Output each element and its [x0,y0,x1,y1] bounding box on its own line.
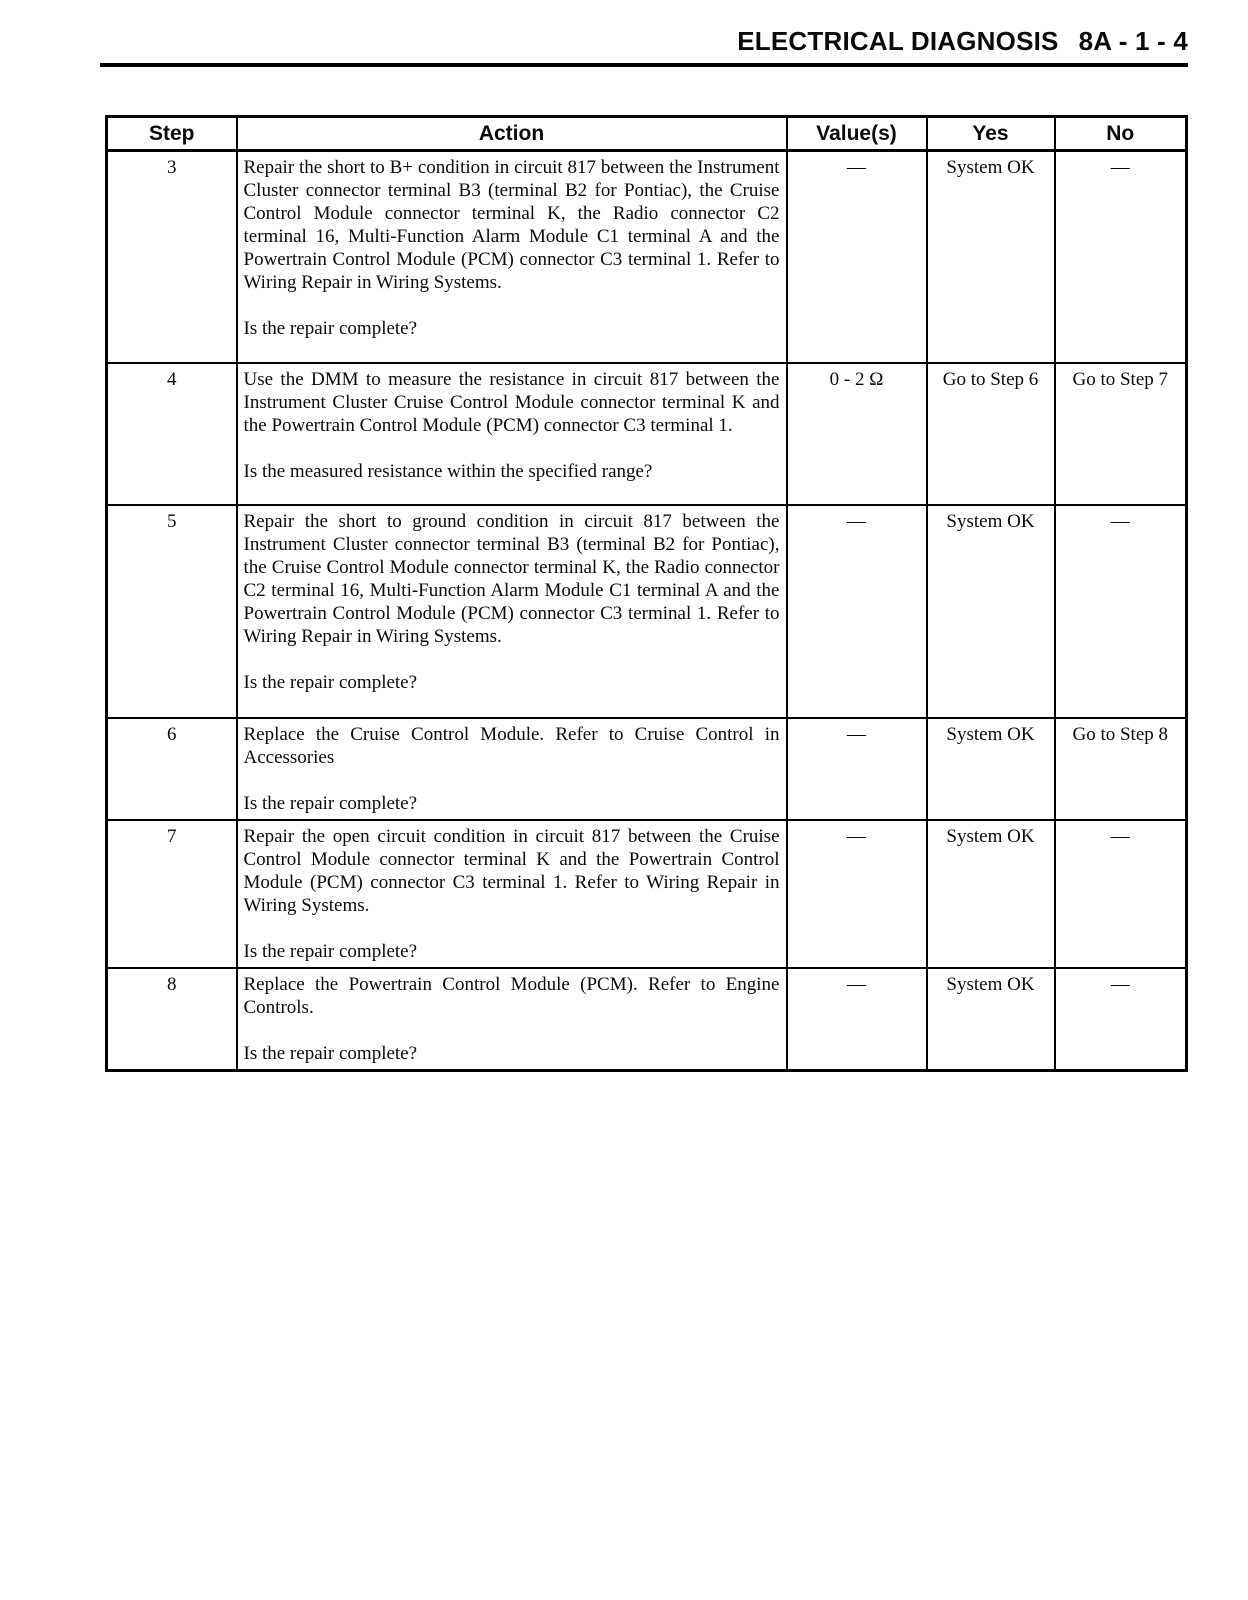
cell-value: — [787,820,927,968]
cell-no: — [1055,820,1187,968]
table-row [107,505,1187,718]
cell-no: — [1055,505,1187,718]
cell-value: — [787,151,927,363]
cell-action [237,151,787,363]
table-row [107,968,1187,1071]
table-header [107,117,1187,151]
action-text: Use the DMM to measure the resistance in circuit 817 between the Instrument Cluster Cruise Control Module connector terminal K and the Powertrain Control Module (PCM) connector C3 terminal 1. [243,368,780,436]
table-header-row [107,117,1187,151]
cell-yes: System OK [927,820,1055,968]
action-question: Is the repair complete? [243,792,418,814]
action-question: Is the measured resistance within the specified range? [243,460,653,482]
cell-no: — [1055,968,1187,1071]
table-row [107,820,1187,968]
cell-step-number: 8 [107,968,237,1071]
cell-step-number: 6 [107,718,237,820]
cell-value: — [787,968,927,1071]
action-question: Is the repair complete? [243,318,418,339]
column-header-values: Value(s) [787,117,927,151]
cell-action [237,968,787,1071]
cell-action [237,820,787,968]
section-title: ELECTRICAL DIAGNOSIS [737,26,1059,56]
cell-yes: System OK [927,505,1055,718]
column-header-yes: Yes [927,117,1055,151]
action-text: Repair the short to ground condition in circuit 817 between the Instrument Cluster connector terminal B3 (terminal B2 for Pontiac), the Cruise Control Module connector terminal K, the Radio connector C2 terminal 16, Multi-Function Alarm Module C1 terminal A and the Powertrain Control Module (PCM) connector C3 terminal 1. Refer to Wiring Repair in Wiring Systems. [243,510,780,647]
table-row [107,363,1187,505]
table-row [107,151,1187,363]
page-header [100,26,1188,67]
page-number: 8A - 1 - 4 [1078,26,1188,56]
cell-value: — [787,505,927,718]
cell-action [237,363,787,505]
cell-no: — [1055,151,1187,363]
header-rule [100,63,1188,67]
diagnostic-steps-table [105,115,1188,1072]
column-header-step: Step [107,117,237,151]
action-question: Is the repair complete? [243,1042,418,1064]
cell-yes: System OK [927,151,1055,363]
cell-no: Go to Step 7 [1055,363,1187,505]
cell-yes: Go to Step 6 [927,363,1055,505]
table-body [107,151,1187,1071]
cell-action [237,505,787,718]
page-header-text [100,26,1188,57]
cell-no: Go to Step 8 [1055,718,1187,820]
action-text: Repair the open circuit condition in circuit 817 between the Cruise Control Module connector terminal K and the Powertrain Control Module (PCM) connector C3 terminal 1. Refer to Wiring Repair in Wiring Systems. [243,825,780,916]
column-header-no: No [1055,117,1187,151]
cell-yes: System OK [927,718,1055,820]
cell-step-number: 3 [107,151,237,363]
cell-yes: System OK [927,968,1055,1071]
action-text: Replace the Powertrain Control Module (PCM). Refer to Engine Controls. [243,973,780,1018]
action-question: Is the repair complete? [243,671,418,693]
action-question: Is the repair complete? [243,940,418,962]
column-header-action: Action [237,117,787,151]
cell-value: — [787,718,927,820]
cell-step-number: 4 [107,363,237,505]
cell-value: 0 - 2 Ω [787,363,927,505]
cell-step-number: 5 [107,505,237,718]
action-text: Replace the Cruise Control Module. Refer to Cruise Control in Accessories [243,723,780,768]
action-text: Repair the short to B+ condition in circuit 817 between the Instrument Cluster connector terminal B3 (terminal B2 for Pontiac), the Cruise Control Module connector terminal K, the Radio connector C2 terminal 16, Multi-Function Alarm Module C1 terminal A and the Powertrain Control Module (PCM) connector C3 terminal 1. Refer to Wiring Repair in Wiring Systems. [243,157,780,293]
cell-action [237,718,787,820]
table-row [107,718,1187,820]
cell-step-number: 7 [107,820,237,968]
